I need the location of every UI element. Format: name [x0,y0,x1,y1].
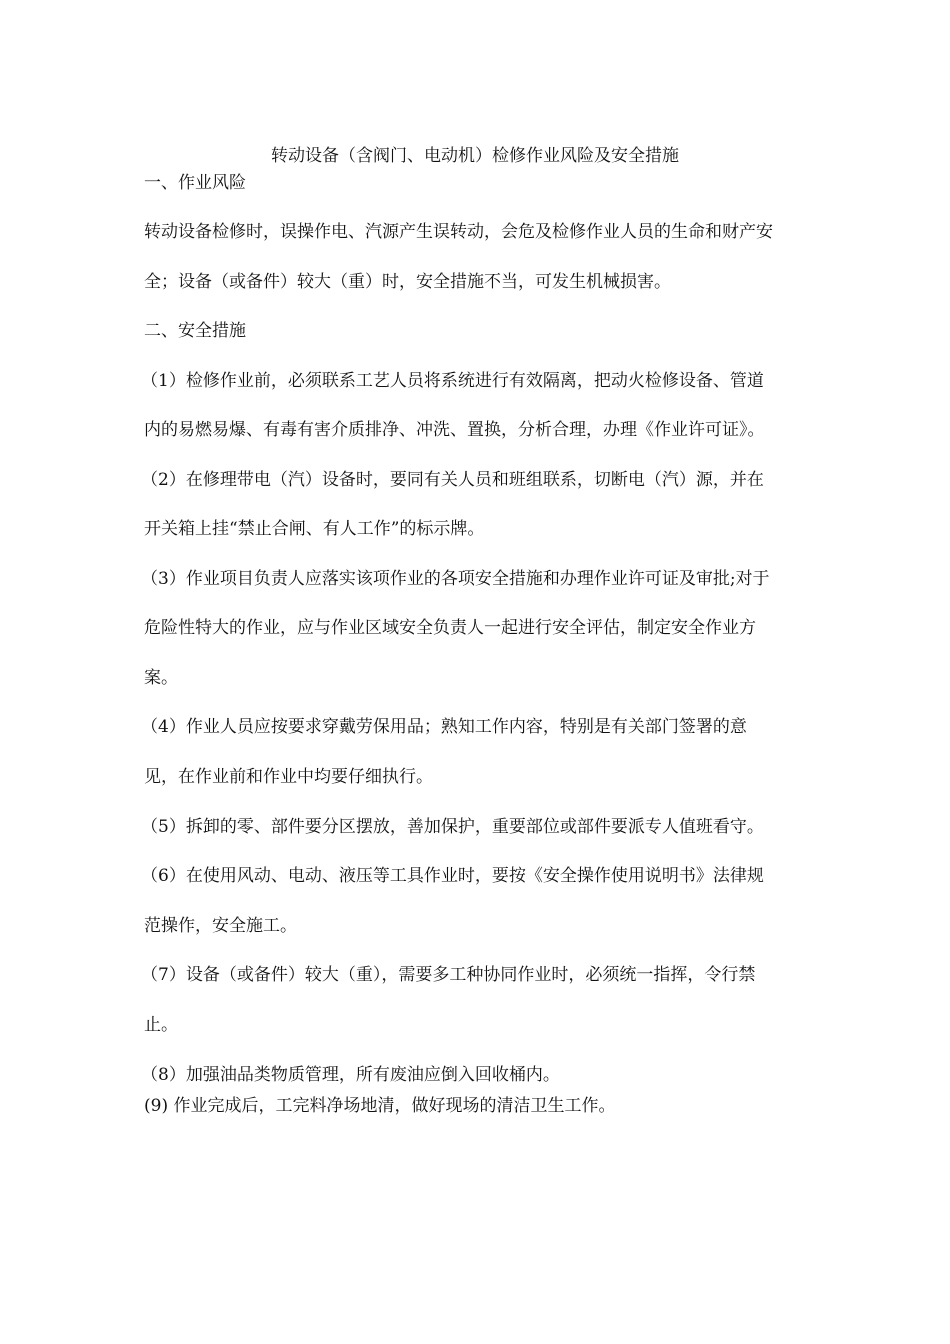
measure-1-line-2: 内的易燃易爆、有毒有害介质排净、冲洗、置换，分析合理，办理《作业许可证》。 [144,420,765,440]
measure-7-line-1: （7）设备（或备件）较大（重），需要多工种协同作业时，必须统一指挥，令行禁 [141,965,756,985]
measure-4-line-1: （4）作业人员应按要求穿戴劳保用品；熟知工作内容，特别是有关部门签署的意 [141,717,747,737]
measure-5-line-1: （5）拆卸的零、部件要分区摆放，善加保护，重要部位或部件要派专人值班看守。 [141,817,764,837]
risk-text-line-2: 全；设备（或备件）较大（重）时，安全措施不当，可发生机械损害。 [144,272,671,292]
section-heading-measures: 二、安全措施 [144,321,246,341]
measure-6-line-1: （6）在使用风动、电动、液压等工具作业时，要按《安全操作使用说明书》法律规 [141,866,764,886]
measure-7-line-2: 止。 [144,1015,178,1035]
measure-9-line-1: (9) 作业完成后，工完料净场地清，做好现场的清洁卫生工作。 [144,1096,616,1116]
measure-3-line-2: 危险性特大的作业，应与作业区域安全负责人一起进行安全评估，制定安全作业方 [144,618,756,638]
risk-text-line-1: 转动设备检修时，误操作电、汽源产生误转动，会危及检修作业人员的生命和财产安 [144,222,773,242]
measure-3-line-1: （3）作业项目负责人应落实该项作业的各项安全措施和办理作业许可证及审批;对于 [141,569,770,589]
measure-3-line-3: 案。 [144,668,178,688]
section-heading-risk: 一、作业风险 [144,173,246,193]
measure-1-line-1: （1）检修作业前，必须联系工艺人员将系统进行有效隔离，把动火检修设备、管道 [141,371,764,391]
measure-2-line-2: 开关箱上挂“禁止合闸、有人工作”的标示牌。 [144,519,485,539]
measure-2-line-1: （2）在修理带电（汽）设备时，要同有关人员和班组联系，切断电（汽）源，并在 [141,470,764,490]
measure-6-line-2: 范操作，安全施工。 [144,916,297,936]
measure-8-line-1: （8）加强油品类物质管理，所有废油应倒入回收桶内。 [141,1065,560,1085]
measure-4-line-2: 见，在作业前和作业中均要仔细执行。 [144,767,433,787]
document-title: 转动设备（含阀门、电动机）检修作业风险及安全措施 [271,146,679,166]
